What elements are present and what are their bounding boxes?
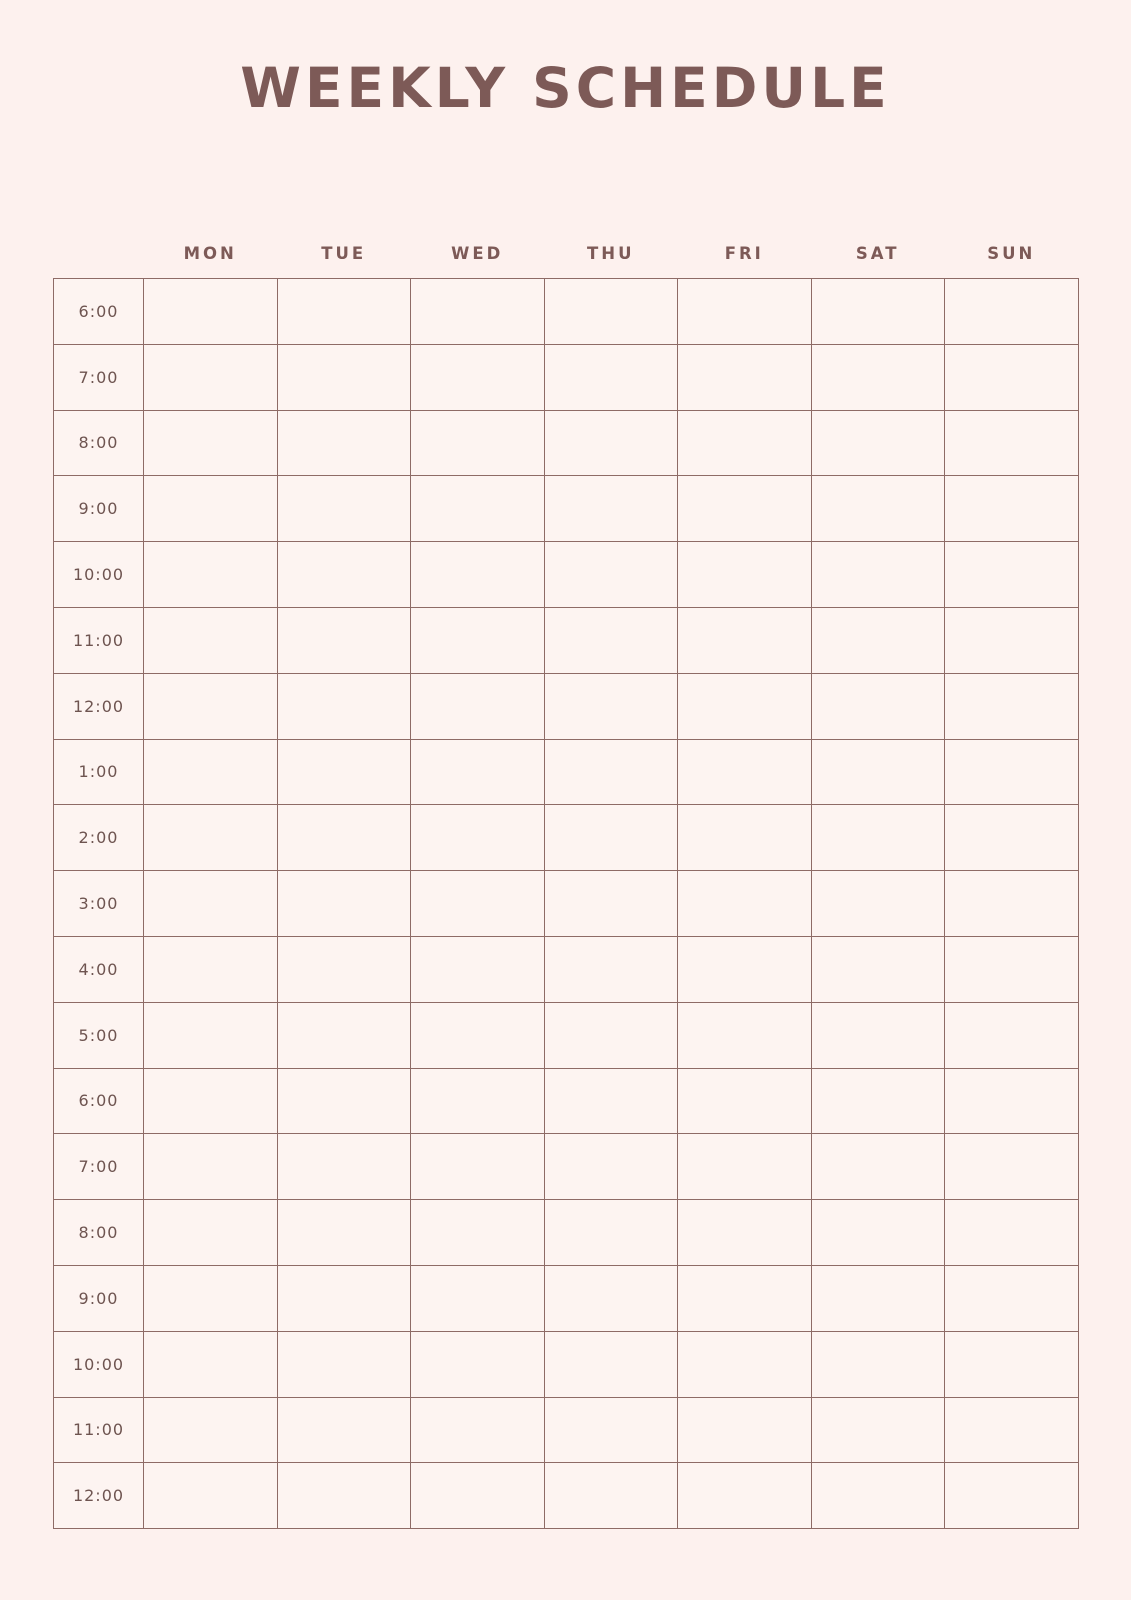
column-header-time: [54, 228, 144, 279]
weekly-schedule-table: [53, 228, 1079, 1529]
schedule-cell[interactable]: [277, 1463, 411, 1529]
schedule-cell[interactable]: [678, 1331, 812, 1397]
time-label: 9:00: [54, 476, 144, 542]
schedule-row: [54, 1200, 1079, 1266]
schedule-cell[interactable]: [678, 739, 812, 805]
schedule-cell[interactable]: [811, 344, 945, 410]
time-label: 2:00: [54, 805, 144, 871]
schedule-cell[interactable]: [544, 607, 678, 673]
schedule-cell[interactable]: [411, 1068, 545, 1134]
schedule-cell[interactable]: [411, 607, 545, 673]
schedule-cell[interactable]: [144, 476, 278, 542]
schedule-cell[interactable]: [811, 739, 945, 805]
schedule-cell[interactable]: [678, 344, 812, 410]
schedule-cell[interactable]: [811, 607, 945, 673]
column-header-wed: WED: [451, 243, 504, 263]
schedule-cell[interactable]: [544, 1397, 678, 1463]
schedule-cell[interactable]: [811, 805, 945, 871]
schedule-cell[interactable]: [277, 1265, 411, 1331]
schedule-cell[interactable]: [678, 805, 812, 871]
schedule-cell[interactable]: [277, 542, 411, 608]
time-label: 8:00: [54, 410, 144, 476]
schedule-cell[interactable]: [277, 410, 411, 476]
schedule-cell[interactable]: [144, 1331, 278, 1397]
schedule-row: [54, 1463, 1079, 1529]
schedule-cell[interactable]: [811, 1002, 945, 1068]
time-label: 12:00: [54, 673, 144, 739]
schedule-cell[interactable]: [411, 805, 545, 871]
schedule-cell[interactable]: [811, 1068, 945, 1134]
schedule-cell[interactable]: [811, 1397, 945, 1463]
schedule-cell[interactable]: [544, 673, 678, 739]
time-label: 1:00: [54, 739, 144, 805]
schedule-cell[interactable]: [945, 1068, 1079, 1134]
schedule-row: [54, 805, 1079, 871]
schedule-cell[interactable]: [678, 871, 812, 937]
schedule-cell[interactable]: [144, 1068, 278, 1134]
schedule-cell[interactable]: [678, 936, 812, 1002]
schedule-cell[interactable]: [945, 1331, 1079, 1397]
schedule-cell[interactable]: [544, 1002, 678, 1068]
column-header-sat: SAT: [855, 243, 900, 263]
schedule-cell[interactable]: [411, 1265, 545, 1331]
schedule-cell[interactable]: [945, 673, 1079, 739]
time-label: 10:00: [54, 1331, 144, 1397]
schedule-cell[interactable]: [277, 1331, 411, 1397]
schedule-cell[interactable]: [544, 1331, 678, 1397]
schedule-cell[interactable]: [411, 871, 545, 937]
schedule-cell[interactable]: [144, 871, 278, 937]
schedule-cell[interactable]: [811, 871, 945, 937]
schedule-cell[interactable]: [544, 542, 678, 608]
time-label: 3:00: [54, 871, 144, 937]
schedule-cell[interactable]: [945, 936, 1079, 1002]
time-label: 7:00: [54, 1134, 144, 1200]
schedule-cell[interactable]: [144, 673, 278, 739]
column-header-mon: MON: [183, 243, 237, 263]
schedule-row: [54, 1002, 1079, 1068]
column-header-tue: TUE: [321, 243, 367, 263]
schedule-row: [54, 1068, 1079, 1134]
schedule-cell[interactable]: [144, 542, 278, 608]
schedule-cell[interactable]: [144, 1134, 278, 1200]
schedule-row: [54, 739, 1079, 805]
time-label: 8:00: [54, 1200, 144, 1266]
schedule-cell[interactable]: [411, 410, 545, 476]
schedule-cell[interactable]: [678, 1134, 812, 1200]
time-label: 7:00: [54, 344, 144, 410]
schedule-cell[interactable]: [945, 1463, 1079, 1529]
schedule-cell[interactable]: [144, 607, 278, 673]
schedule-cell[interactable]: [945, 410, 1079, 476]
schedule-cell[interactable]: [945, 1397, 1079, 1463]
schedule-cell[interactable]: [277, 871, 411, 937]
schedule-row: [54, 1397, 1079, 1463]
time-label: 11:00: [54, 607, 144, 673]
schedule-cell[interactable]: [411, 673, 545, 739]
time-label: 5:00: [54, 1002, 144, 1068]
schedule-cell[interactable]: [411, 1002, 545, 1068]
schedule-body: [54, 279, 1079, 1529]
schedule-cell[interactable]: [544, 410, 678, 476]
schedule-cell[interactable]: [678, 1265, 812, 1331]
schedule-cell[interactable]: [144, 739, 278, 805]
schedule-cell[interactable]: [678, 1200, 812, 1266]
schedule-cell[interactable]: [544, 871, 678, 937]
schedule-cell[interactable]: [945, 871, 1079, 937]
schedule-cell[interactable]: [945, 542, 1079, 608]
schedule-row: [54, 936, 1079, 1002]
column-header-thu: THU: [587, 243, 635, 263]
schedule-header-row: [54, 228, 1079, 279]
schedule-cell[interactable]: [678, 1002, 812, 1068]
schedule-cell[interactable]: [277, 1002, 411, 1068]
schedule-container: [53, 228, 1078, 1529]
schedule-cell[interactable]: [678, 673, 812, 739]
schedule-cell[interactable]: [811, 1200, 945, 1266]
schedule-cell[interactable]: [544, 344, 678, 410]
schedule-cell[interactable]: [678, 542, 812, 608]
schedule-cell[interactable]: [811, 1265, 945, 1331]
schedule-cell[interactable]: [544, 1134, 678, 1200]
schedule-cell[interactable]: [544, 279, 678, 345]
schedule-cell[interactable]: [945, 1200, 1079, 1266]
schedule-cell[interactable]: [811, 279, 945, 345]
column-header-fri: FRI: [724, 243, 764, 263]
schedule-cell[interactable]: [945, 344, 1079, 410]
schedule-cell[interactable]: [811, 936, 945, 1002]
schedule-cell[interactable]: [811, 673, 945, 739]
schedule-row: [54, 344, 1079, 410]
schedule-cell[interactable]: [411, 1331, 545, 1397]
time-label: 12:00: [54, 1463, 144, 1529]
time-label: 11:00: [54, 1397, 144, 1463]
schedule-cell[interactable]: [144, 1200, 278, 1266]
schedule-cell[interactable]: [277, 673, 411, 739]
schedule-row: [54, 871, 1079, 937]
schedule-cell[interactable]: [144, 805, 278, 871]
schedule-cell[interactable]: [811, 1463, 945, 1529]
schedule-cell[interactable]: [144, 1397, 278, 1463]
schedule-cell[interactable]: [811, 476, 945, 542]
schedule-cell[interactable]: [411, 1397, 545, 1463]
schedule-cell[interactable]: [544, 936, 678, 1002]
schedule-cell[interactable]: [945, 607, 1079, 673]
time-label: 10:00: [54, 542, 144, 608]
schedule-row: [54, 607, 1079, 673]
schedule-cell[interactable]: [411, 739, 545, 805]
schedule-cell[interactable]: [411, 1463, 545, 1529]
schedule-cell[interactable]: [945, 805, 1079, 871]
schedule-cell[interactable]: [678, 1463, 812, 1529]
schedule-row: [54, 279, 1079, 345]
schedule-cell[interactable]: [678, 476, 812, 542]
schedule-cell[interactable]: [144, 1265, 278, 1331]
schedule-cell[interactable]: [277, 805, 411, 871]
schedule-cell[interactable]: [144, 344, 278, 410]
schedule-cell[interactable]: [144, 1463, 278, 1529]
schedule-cell[interactable]: [277, 607, 411, 673]
schedule-cell[interactable]: [945, 279, 1079, 345]
schedule-cell[interactable]: [544, 1463, 678, 1529]
schedule-cell[interactable]: [277, 1397, 411, 1463]
schedule-cell[interactable]: [277, 936, 411, 1002]
schedule-cell[interactable]: [144, 279, 278, 345]
schedule-cell[interactable]: [544, 476, 678, 542]
schedule-row: [54, 673, 1079, 739]
schedule-cell[interactable]: [277, 1134, 411, 1200]
schedule-cell[interactable]: [678, 410, 812, 476]
schedule-cell[interactable]: [811, 1331, 945, 1397]
schedule-cell[interactable]: [678, 607, 812, 673]
column-header-sun: SUN: [987, 243, 1036, 263]
schedule-cell[interactable]: [411, 936, 545, 1002]
schedule-cell[interactable]: [411, 1200, 545, 1266]
schedule-cell[interactable]: [277, 279, 411, 345]
schedule-cell[interactable]: [144, 936, 278, 1002]
schedule-cell[interactable]: [411, 279, 545, 345]
schedule-row: [54, 410, 1079, 476]
schedule-row: [54, 1134, 1079, 1200]
schedule-cell[interactable]: [277, 1068, 411, 1134]
schedule-cell[interactable]: [277, 344, 411, 410]
schedule-cell[interactable]: [411, 344, 545, 410]
schedule-cell[interactable]: [277, 476, 411, 542]
schedule-cell[interactable]: [277, 739, 411, 805]
schedule-cell[interactable]: [945, 739, 1079, 805]
schedule-cell[interactable]: [144, 1002, 278, 1068]
time-label: 9:00: [54, 1265, 144, 1331]
schedule-cell[interactable]: [945, 476, 1079, 542]
page-title: WEEKLY SCHEDULE: [240, 56, 891, 120]
schedule-cell[interactable]: [544, 1200, 678, 1266]
schedule-row: [54, 1331, 1079, 1397]
schedule-cell[interactable]: [411, 1134, 545, 1200]
schedule-cell[interactable]: [277, 1200, 411, 1266]
schedule-row: [54, 1265, 1079, 1331]
schedule-cell[interactable]: [144, 410, 278, 476]
schedule-cell[interactable]: [544, 805, 678, 871]
schedule-cell[interactable]: [544, 739, 678, 805]
schedule-cell[interactable]: [544, 1265, 678, 1331]
schedule-cell[interactable]: [411, 476, 545, 542]
schedule-row: [54, 542, 1079, 608]
schedule-cell[interactable]: [945, 1265, 1079, 1331]
time-label: 6:00: [54, 279, 144, 345]
time-label: 6:00: [54, 1068, 144, 1134]
schedule-cell[interactable]: [811, 410, 945, 476]
schedule-cell[interactable]: [411, 542, 545, 608]
schedule-cell[interactable]: [678, 1068, 812, 1134]
schedule-cell[interactable]: [678, 1397, 812, 1463]
schedule-cell[interactable]: [945, 1134, 1079, 1200]
schedule-cell[interactable]: [544, 1068, 678, 1134]
time-label: 4:00: [54, 936, 144, 1002]
schedule-cell[interactable]: [811, 1134, 945, 1200]
schedule-cell[interactable]: [945, 1002, 1079, 1068]
schedule-cell[interactable]: [811, 542, 945, 608]
schedule-cell[interactable]: [678, 279, 812, 345]
schedule-row: [54, 476, 1079, 542]
